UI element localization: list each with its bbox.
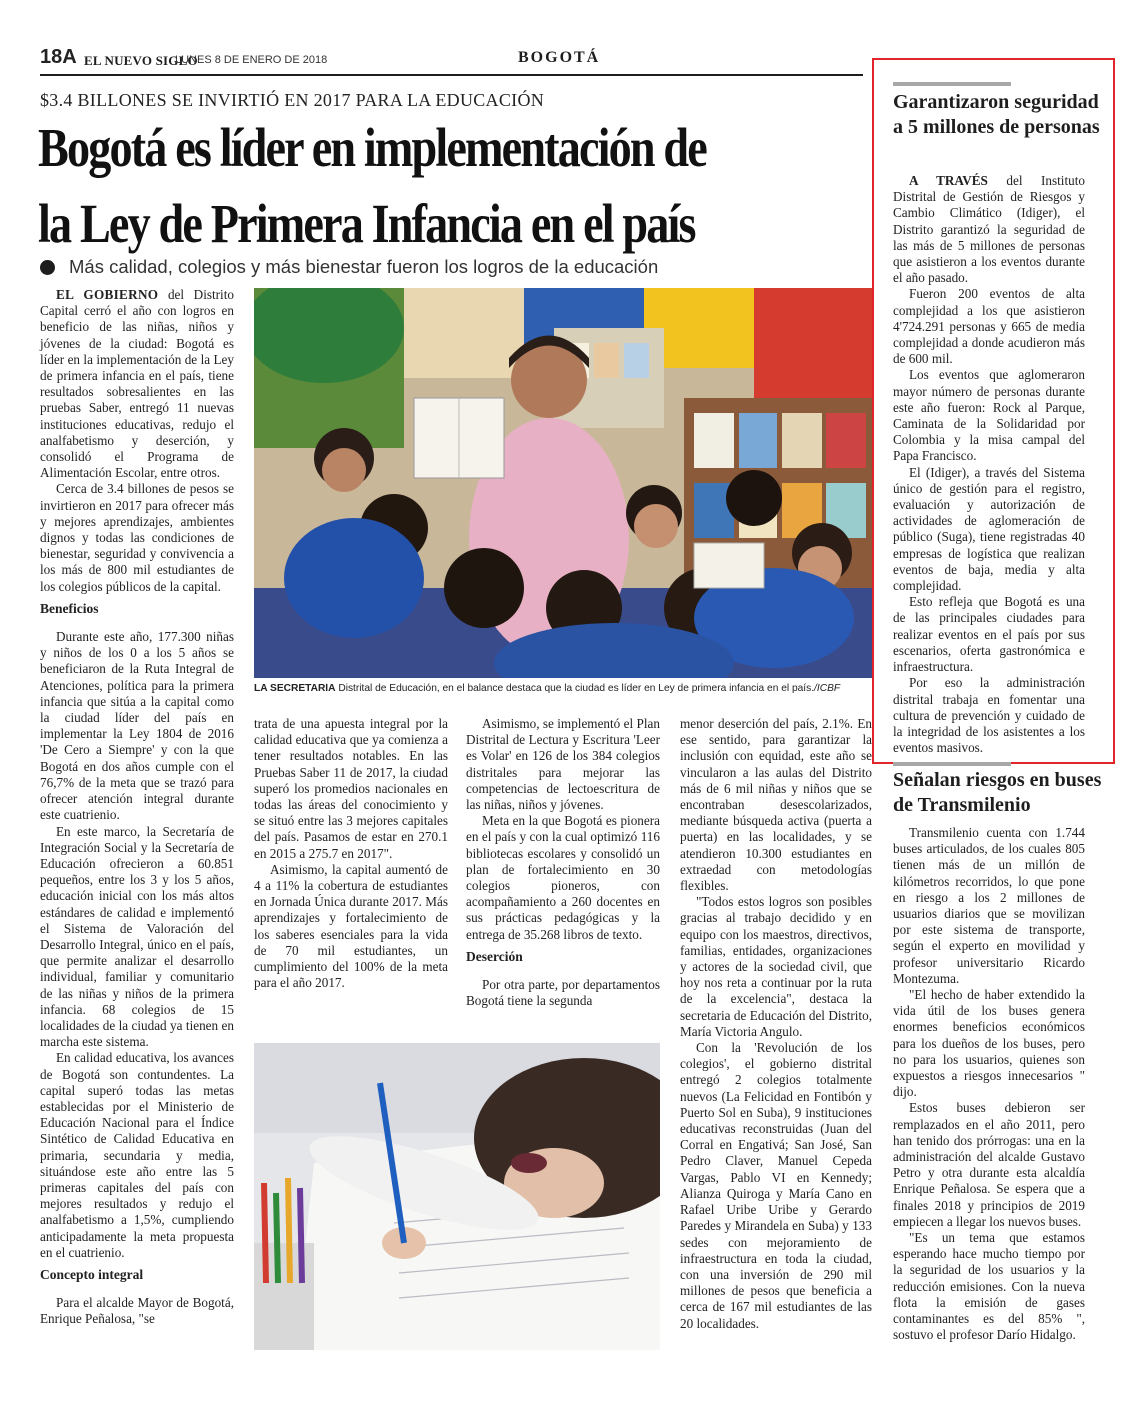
paragraph: Con la 'Revolución de los colegios', el gobierno distrital entregó 2 colegios totalmente nuevos (La Felicidad en Fontibón y Puerto Sol en Suba), 9 instituciones educativas reconstruidas (Juan del Corral en Engativá; San José, San Pedro Claver, Manuel Cepeda Vargas, Pablo VI en Kennedy; Alianza Quiroga y María Cano en Rafael Uribe Uribe y Gerardo Paredes y Mirandela en Suba) y 133 sedes con mejoramiento de infraestructura en toda la ciudad, con una inversión de 290 mil millones de pesos que beneficia a cerca de 167 mil estudiantes de las 20 localidades. (680, 1040, 872, 1331)
paragraph-text: del Instituto Distrital de Gestión de Riesgos y Cambio Climático (Idiger), el Distrito garantizó la seguridad de las más de 5 millones de personas que asistieron a los eventos durante el año pasado. (893, 173, 1085, 286)
paragraph: Durante este año, 177.300 niñas y niños de los 0 a los 5 años se beneficiaron de la Ruta Integral de Atenciones, política para la primera infancia que sitúa a la capital como la ciudad líder del país en implementar la Ley 1804 de 2016 'De Cero a Siempre' y con la que Bogotá en dos años cumple con el 76,7% de la meta que se trazó para ofrecer atención integral durante este cuatrienio. (40, 629, 234, 823)
subheading-concepto: Concepto integral (40, 1266, 144, 1282)
article-headline (38, 110, 735, 262)
paragraph: Por eso la administración distrital trabaja en fomentar una cultura de prevención y cuidado de la integridad de los asistentes a los eventos masivos. (893, 675, 1085, 756)
sidebar-2-body (893, 825, 1085, 1344)
article-column-2 (254, 716, 448, 991)
paragraph: En este marco, la Secretaría de Integración Social y la Secretaría de Educación ofrecieron a 60.851 pequeños, entre los 3 y los 5 años, educación inicial con los más altos estándares de calidad e implementó el Sistema de Valoración del Desarrollo Integral, único en el país, que permite analizar el desarrollo individual, familiar y comunitario de las niñas y niños de la primera infancia. 68 colegios de 15 localidades de la ciudad ya tienen en marcha este sistema. (40, 823, 234, 1050)
newspaper-name: EL NUEVO SIGLO (84, 53, 198, 68)
paragraph (893, 173, 1085, 286)
caption-text: Distrital de Educación, en el balance destaca que la ciudad es líder en Ley de primera infancia en el país. (335, 683, 815, 694)
paragraph: Asimismo, la capital aumentó de 4 a 11% la cobertura de estudiantes en Jornada Única durante 2017. Más aprendizajes y fortalecimiento de los saberes esenciales para la vida de 70 mil estudiantes, un cumplimiento del 100% de la meta para el año 2017. (254, 861, 448, 991)
article-kicker: $3.4 BILLONES SE INVIRTIÓ EN 2017 PARA LA EDUCACIÓN (40, 90, 545, 110)
paragraph: Asimismo, se implementó el Plan Distrital de Lectura y Escritura 'Leer es Volar' en 126 de los 384 colegios distritales para mejorar las competencias de lectoescritura de las niñas, niños y jóvenes. (466, 716, 660, 813)
photo-child-writing (254, 1043, 660, 1350)
paragraph: "El hecho de haber extendido la vida útil de los buses genera enormes beneficios económicos para los dueños de los buses, pero no para los usuarios, quienes son expuestos a riesgos innecesarios " dijo. (893, 987, 1085, 1100)
photo-teacher-with-children (254, 288, 872, 678)
paragraph: "Todos estos logros son posibles gracias al trabajo decidido y en equipo con los maestros, directivos, familias, entidades, organizaciones y actores de la sociedad civil, que hoy nos reta a continuar por la ruta de la excelencia", destaca la secretaria de Educación del Distrito, María Victoria Angulo. (680, 894, 872, 1039)
article-column-3 (466, 716, 660, 1009)
bullet-icon (40, 260, 55, 275)
sidebar-1-title: Garantizaron seguridad a 5 millones de personas (893, 91, 1100, 138)
paragraph: "Es un tema que estamos esperando hace mucho tiempo por la seguridad de los usuarios y la reducción emisiones. Con la nueva flota la emisión de gases contaminantes es del 85% ", sostuvo el profesor Darío Hidalgo. (893, 1230, 1085, 1343)
headline-line-2: la Ley de Primera Infancia en el país (38, 193, 695, 254)
paragraph: En calidad educativa, los avances de Bogotá son contundentes. La capital superó todas las metas establecidas por el Ministerio de Educación Nacional para el Índice Sintético de Calidad Educativa en primaria, secundaria y media, situándose este año entre las 5 primeras capitales del país con mejores resultados y redujo el analfabetismo a 1,5%, cumpliendo anticipadamente la meta propuesta en el cuatrienio. (40, 1050, 234, 1260)
photo-caption (254, 683, 874, 694)
subheading-desercion: Deserción (466, 948, 523, 964)
issue-date: LUNES 8 DE ENERO DE 2018 (175, 54, 328, 66)
article-column-1 (40, 287, 234, 1328)
paragraph: Transmilenio cuenta con 1.744 buses articulados, de los cuales 805 tienen más de un millón de kilómetros recorridos, lo que pone en riesgo a los 2 millones de usuarios diarios que se movilizan por este sistema de transporte, según el experto en movilidad y profesor universitario Ricardo Montezuma. (893, 825, 1085, 986)
masthead-rule (40, 74, 863, 76)
sidebar-2-title: Señalan riesgos en buses de Transmilenio (893, 769, 1102, 816)
subheading-beneficios: Beneficios (40, 600, 99, 616)
article-deck (40, 256, 658, 278)
paragraph: trata de una apuesta integral por la calidad educativa que ya comienza a tener resultados notables. En las Pruebas Saber 11 de 2017, la ciudad superó los promedios nacionales en todas las áreas del conocimiento y se situó entre las 3 mejores capitales del país. Pasamos de estar en 270.1 en 2015 a 275.7 en 2017". (254, 716, 448, 861)
paragraph: El (Idiger), a través del Sistema único de gestión para el registro, evaluación y autorización de actividades de aglomeración de público (Suga), tiene registradas 40 empresas de logística que realizan eventos de baja, media y alta complejidad. (893, 464, 1085, 594)
lead-in: EL GOBIERNO (56, 287, 159, 302)
sidebar-rule (893, 82, 1011, 86)
paragraph: Cerca de 3.4 billones de pesos se invirtieron en 2017 para ofrecer más y mejores aprendizajes, ambientes dignos y todas las condiciones de bienestar, seguridad y convivencia a los más de 800 mil estudiantes de los colegios públicos de la capital. (40, 481, 234, 594)
headline-line-1: Bogotá es líder en implementación de (38, 117, 706, 178)
paragraph: Fueron 200 eventos de alta complejidad a los que asistieron 4'724.291 personas y 665 de media complejidad a donde acudieron más de 600 mil. (893, 286, 1085, 367)
paragraph-text: del Distrito Capital cerró el año con logros en beneficio de las niñas, niños y jóvenes de la ciudad: Bogotá es líder en la implementación de la Ley de primera infancia en el país, tiene resultados sobresalientes en las pruebas Saber, entregó 11 nuevas instituciones educativas, redujo el analfabetismo y deserción, y consolidó el Programa de Alimentación Escolar, entre otros. (40, 287, 234, 481)
page-number: 18A (40, 46, 77, 68)
paragraph: menor deserción del país, 2.1%. En ese sentido, para garantizar la inclusión con equidad, este año se vincularon a las aulas del Distrito más de 6 mil niñas y niños que se encontraban desescolarizados, mediante búsqueda activa (puerta a puerta) en las localidades, y se atendieron 10.300 estudiantes en extraedad con metodologías flexibles. (680, 716, 872, 894)
paragraph: Para el alcalde Mayor de Bogotá, Enrique Peñalosa, "se (40, 1295, 234, 1327)
sidebar-rule (893, 762, 1011, 766)
caption-lead: LA SECRETARÍA (254, 683, 336, 694)
paragraph: Por otra parte, por departamentos Bogotá tiene la segunda (466, 977, 660, 1009)
paragraph: Esto refleja que Bogotá es una de las principales ciudades para realizar eventos en el país por sus escenarios, oferta gastronómica e infraestructura. (893, 594, 1085, 675)
photo-credit: /ICBF (814, 683, 841, 694)
deck-text: Más calidad, colegios y más bienestar fueron los logros de la educación (69, 256, 659, 277)
paragraph (40, 287, 234, 481)
classroom-photo-illustration (254, 288, 872, 678)
sidebar-1-body (893, 173, 1085, 756)
section-label: BOGOTÁ (518, 49, 601, 66)
paragraph: Meta en la que Bogotá es pionera en el país y con la cual optimizó 116 bibliotecas escolares y consolidó un plan de fortalecimiento en 30 colegios pioneros, con acompañamiento a 260 docentes en sus prácticas pedagógicas y la entrega de 35.268 libros de texto. (466, 813, 660, 942)
writing-photo-illustration (254, 1043, 660, 1350)
paragraph: Estos buses debieron ser remplazados en el año 2011, pero han tenido dos prórrogas: una en la administración del alcalde Gustavo Petro y otra durante esta alcaldía Enrique Peñalosa. Se espera que a finales 2018 y principios de 2019 empiecen a llegar los nuevos buses. (893, 1100, 1085, 1229)
article-column-4 (680, 716, 872, 1332)
lead-in: A TRAVÉS (909, 173, 988, 188)
paragraph: Los eventos que aglomeraron mayor número de personas durante este año fueron: Rock al Parque, Caminata de la Solidaridad por Colombia y la misa campal del Papa Francisco. (893, 367, 1085, 464)
